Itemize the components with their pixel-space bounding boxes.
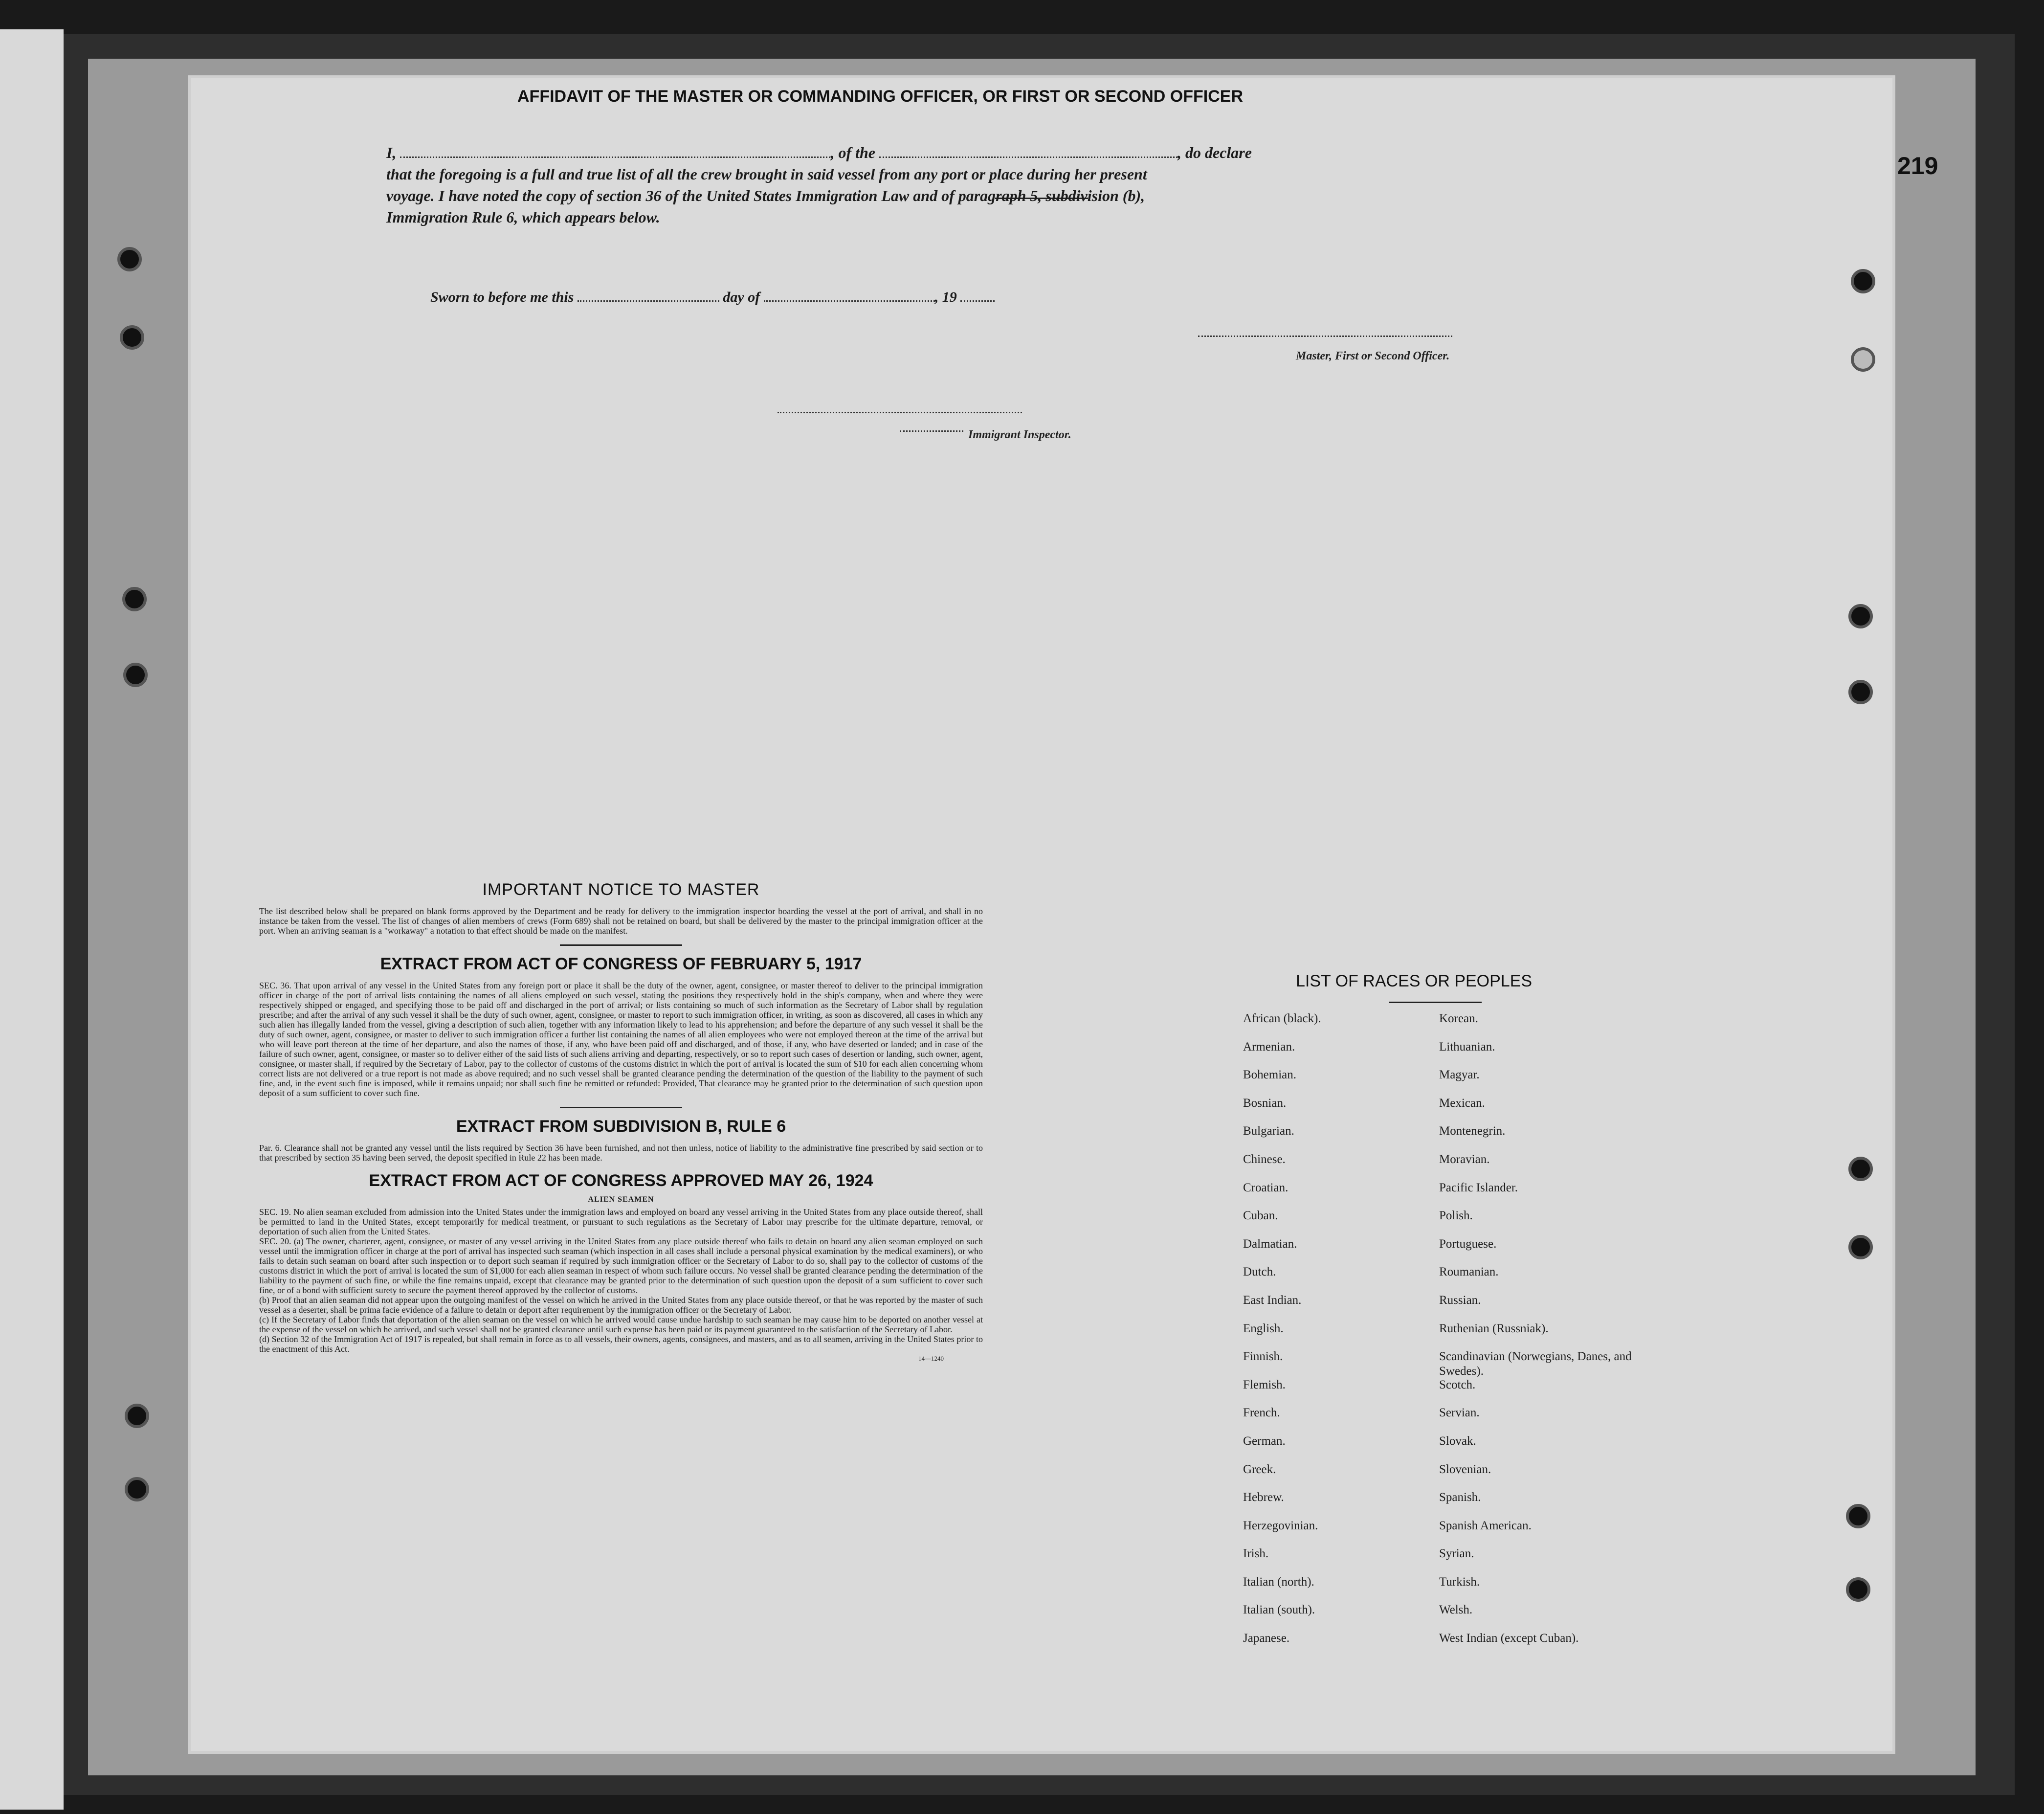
notice-title: IMPORTANT NOTICE TO MASTER [482, 880, 760, 899]
race-item: Mexican. [1439, 1096, 1485, 1110]
race-item: Italian (south). [1243, 1603, 1315, 1617]
sworn-line [430, 287, 995, 306]
race-item: Moravian. [1439, 1152, 1490, 1166]
race-item: French. [1243, 1406, 1280, 1420]
sworn-year-field[interactable] [960, 287, 995, 302]
affidavit-of-the: , of the [830, 144, 875, 161]
vessel-field[interactable] [879, 143, 1178, 158]
binder-hole-icon [123, 663, 148, 687]
race-item: Slovenian. [1439, 1462, 1491, 1476]
sworn-month-field[interactable] [764, 287, 935, 302]
race-item: Hebrew. [1243, 1491, 1284, 1504]
binder-hole-icon [120, 325, 144, 350]
notice-section [259, 880, 983, 1363]
race-item: Finnish. [1243, 1350, 1283, 1364]
binder-hole-icon [1848, 1235, 1873, 1259]
affidavit-line-1 [386, 142, 1325, 163]
race-item: Italian (north). [1243, 1575, 1314, 1589]
alien-seamen-subtitle: ALIEN SEAMEN [588, 1195, 654, 1204]
extract-1924-sec19: SEC. 19. No alien seaman excluded from admission into the United States under the immigration laws and employed on board any vessel arriving in the United States from any place outside thereof, shall be permitted to land in the United States, except temporarily for medical treatment, or pursuant to such regulations as the Secretary of Labor may prescribe for the ultimate departure, removal, or deportation of such alien from the United States. [259, 1207, 983, 1236]
officer-signature-line[interactable] [1198, 336, 1452, 337]
race-item: Magyar. [1439, 1068, 1480, 1082]
race-item: Scotch. [1439, 1378, 1476, 1391]
affidavit-text [386, 142, 1325, 228]
binder-hole-icon [1848, 604, 1873, 628]
race-item: English. [1243, 1321, 1284, 1335]
race-item: Syrian. [1439, 1547, 1474, 1561]
race-item: Dalmatian. [1243, 1237, 1297, 1251]
race-item: Slovak. [1439, 1434, 1476, 1448]
races-title-underline [1389, 1002, 1482, 1003]
extract-rule6-body: Par. 6. Clearance shall not be granted any vessel until the lists required by Section 36 have been furnished, and not then unless, notice of liability to the administrative fine prescribed by said section or to that prescribed by section 35 having been served, the deposit specified in Rule 22 has been made. [259, 1143, 983, 1163]
extract-1924-sec20b: (b) Proof that an alien seaman did not appear upon the outgoing manifest of the vessel on which he arrived in the United States from any place outside thereof, or that he was reported by the master of such vessel as a deserter, shall be prima facie evidence of a failure to detain or deport after requirement by the immigration officer or the Secretary of Labor. [259, 1295, 983, 1315]
sworn-day-of: day of [723, 289, 760, 305]
binder-hole-icon [1848, 680, 1873, 704]
extract-1917-body: SEC. 36. That upon arrival of any vessel in the United States from any foreign port or place it shall be the duty of the owner, agent, consignee, or master thereof to deliver to the principal immigration officer in charge of the port of arrival lists containing the names of all aliens employed on such vessel, stating the positions they respectively hold in the ship's company, when and where they were respectively shipped or engaged, and specifying those to be paid off and discharged in the port of arrival; or lists containing so much of such information as the Secretary of Labor shall by regulation prescribe; and after the arrival of any such vessel it shall be the duty of such owner, agent, consignee, or master to report to such immigration officer, in writing, as soon as discovered, all cases in which any such alien has illegally landed from the vessel, giving a description of such alien, together with any information likely to lead to his apprehension; and before the departure of any such vessel it shall be the duty of such owner, agent, consignee, or master to deliver to such immigration officer a further list containing the names of all alien employees who were not employed thereon at the time of the arrival but who will leave port thereon at the time of her departure, and also the names of those, if any, who have been paid off and discharged, and of those, if any, who have deserted or landed; and in case of the failure of such owner, agent, consignee, or master so to deliver either of the said lists of such aliens arriving and departing, respectively, or so to report such cases of desertion or landing, such owner, agent, consignee, or master shall, if required by the Secretary of Labor, pay to the collector of customs of the customs district in which the port of arrival is located the sum of $10 for each alien concerning whom correct lists are not delivered or a true report is not made as above required; and no such vessel shall be granted clearance pending the determination of the question of the liability to the payment of such fine, and, in the event such fine is imposed, while it remains unpaid; nor shall such fine be remitted or refunded: Provided, That clearance may be granted prior to the determination of such question upon deposit of a sum sufficient to cover such fine. [259, 981, 983, 1098]
extract-1924-sec20a: SEC. 20. (a) The owner, charterer, agent, consignee, or master of any vessel arriving in the United States from any place outside thereof who fails to detain on board any alien seaman employed on such vessel until the immigration officer in charge at the port of arrival has inspected such seaman (which inspection in all cases shall include a personal physical examination by the medical examiners), or who fails to detain such seaman on board after such inspection or to deport such seaman if required by such immigration officer or the Secretary of Labor to do so, shall pay to the collector of customs of the customs district in which the port of arrival is located the sum of $1,000 for each alien seaman in respect of whom such failure occurs. No vessel shall be granted clearance pending the determination of the liability to the payment of such fine, or while the fine remains unpaid, except that clearance may be granted prior to the determination of such question upon the deposit of a sum sufficient to cover such fine, or of a bond with sufficient surety to secure the payment thereof approved by the collector of customs. [259, 1236, 983, 1295]
race-item: Scandinavian (Norwegians, Danes, and Swedes). [1439, 1350, 1632, 1378]
race-item: Flemish. [1243, 1378, 1286, 1391]
race-item: Servian. [1439, 1406, 1480, 1420]
inspector-caption: Immigrant Inspector. [968, 428, 1071, 441]
races-column-1 [1243, 1011, 1321, 1659]
extract-rule6-title: EXTRACT FROM SUBDIVISION B, RULE 6 [456, 1117, 786, 1136]
race-item: Portuguese. [1439, 1237, 1497, 1251]
inspector-signature-line[interactable] [778, 412, 1022, 413]
race-item: Spanish. [1439, 1491, 1481, 1504]
race-item: Spanish American. [1439, 1519, 1532, 1532]
race-item: Polish. [1439, 1209, 1473, 1223]
race-item: Ruthenian (Russniak). [1439, 1321, 1549, 1335]
race-item: Pacific Islander. [1439, 1181, 1518, 1194]
race-item: Roumanian. [1439, 1265, 1499, 1279]
race-item: Korean. [1439, 1012, 1478, 1025]
race-item: Herzegovinian. [1243, 1519, 1318, 1532]
race-item: East Indian. [1243, 1293, 1302, 1307]
binder-hole-icon [1851, 347, 1875, 372]
sworn-day-field[interactable] [578, 287, 719, 302]
notice-body: The list described below shall be prepared on blank forms approved by the Department and be ready for delivery to the immigration inspector boarding the vessel at the port of arrival, and shall in no instance be taken from the vessel. The list of changes of alien members of crews (Form 689) shall not be retained on board, but shall be delivered by the master to the principal immigration officer at the port. When an arriving seaman is a "workaway" a notation to that effect should be made on the manifest. [259, 906, 983, 936]
extract-1924-sec20c: (c) If the Secretary of Labor finds that deportation of the alien seaman on the vessel on which he arrived would cause undue hardship to such seaman he may cause him to be deported on another vessel at the expense of the vessel on which he arrived, and such vessel shall not be granted clearance until such expense has been paid or its payment guaranteed to the satisfaction of the Secretary of Labor. [259, 1315, 983, 1334]
binder-hole-icon [1848, 1157, 1873, 1181]
race-item: Chinese. [1243, 1152, 1286, 1166]
binder-hole-icon [125, 1477, 149, 1501]
extract-1924-sec20d: (d) Section 32 of the Immigration Act of 1917 is repealed, but shall remain in force as to all vessels, their owners, agents, consignees, and masters, and as to all seamen, arriving in the United States prior to the enactment of this Act. [259, 1334, 983, 1354]
form-number: 14—1240 [918, 1355, 944, 1362]
race-item: Dutch. [1243, 1265, 1276, 1279]
affidavit-title: AFFIDAVIT OF THE MASTER OR COMMANDING OFFICER, OR FIRST OR SECOND OFFICER [517, 87, 1243, 106]
divider [560, 1107, 682, 1108]
race-item: Cuban. [1243, 1209, 1278, 1223]
affidavit-do-declare: , do declare [1178, 144, 1252, 161]
race-item: Montenegrin. [1439, 1124, 1506, 1138]
left-binding-strip [0, 29, 64, 1810]
race-item: Bohemian. [1243, 1068, 1297, 1082]
race-item: Bulgarian. [1243, 1124, 1294, 1138]
extract-1924-title: EXTRACT FROM ACT OF CONGRESS APPROVED MAY 26, 1924 [369, 1171, 873, 1190]
races-title: LIST OF RACES OR PEOPLES [1296, 972, 1533, 990]
affidavit-line-3: voyage. I have noted the copy of section 36 of the United States Immigration Law and of paragraph 5, subdivision (b), [386, 187, 1145, 204]
affidavit-line-4: Immigration Rule 6, which appears below. [386, 208, 660, 226]
binder-hole-icon [1846, 1504, 1870, 1528]
race-item: Irish. [1243, 1547, 1269, 1561]
officer-signature-caption: Master, First or Second Officer. [1296, 350, 1450, 362]
affidavit-i: I, [386, 144, 397, 161]
name-field[interactable] [400, 143, 830, 158]
affidavit-line-2: that the foregoing is a full and true list of all the crew brought in said vessel from any port or place during her present [386, 165, 1147, 183]
binder-hole-icon [1851, 269, 1875, 293]
race-item: Armenian. [1243, 1040, 1295, 1053]
race-item: Greek. [1243, 1462, 1276, 1476]
binder-hole-icon [117, 247, 142, 271]
sworn-prefix: Sworn to before me this [430, 289, 574, 305]
race-item: Lithuanian. [1439, 1040, 1495, 1053]
inspector-caption-leader [900, 430, 963, 432]
extract-1917-title: EXTRACT FROM ACT OF CONGRESS OF FEBRUARY 5, 1917 [380, 955, 862, 973]
binder-hole-icon [1846, 1577, 1870, 1602]
binder-hole-icon [122, 587, 147, 611]
race-item: Japanese. [1243, 1632, 1290, 1645]
divider [560, 944, 682, 946]
race-item: African (black). [1243, 1012, 1321, 1025]
race-item: German. [1243, 1434, 1286, 1448]
race-item: Turkish. [1439, 1575, 1480, 1589]
race-item: Bosnian. [1243, 1096, 1287, 1110]
binder-hole-icon [125, 1404, 149, 1428]
page-number: 219 [1897, 152, 1938, 179]
race-item: Croatian. [1243, 1181, 1289, 1194]
race-item: Russian. [1439, 1293, 1481, 1307]
sworn-year: , 19 [934, 289, 957, 305]
races-column-2 [1439, 1011, 1635, 1659]
race-item: Welsh. [1439, 1603, 1473, 1617]
race-item: West Indian (except Cuban). [1439, 1632, 1579, 1645]
